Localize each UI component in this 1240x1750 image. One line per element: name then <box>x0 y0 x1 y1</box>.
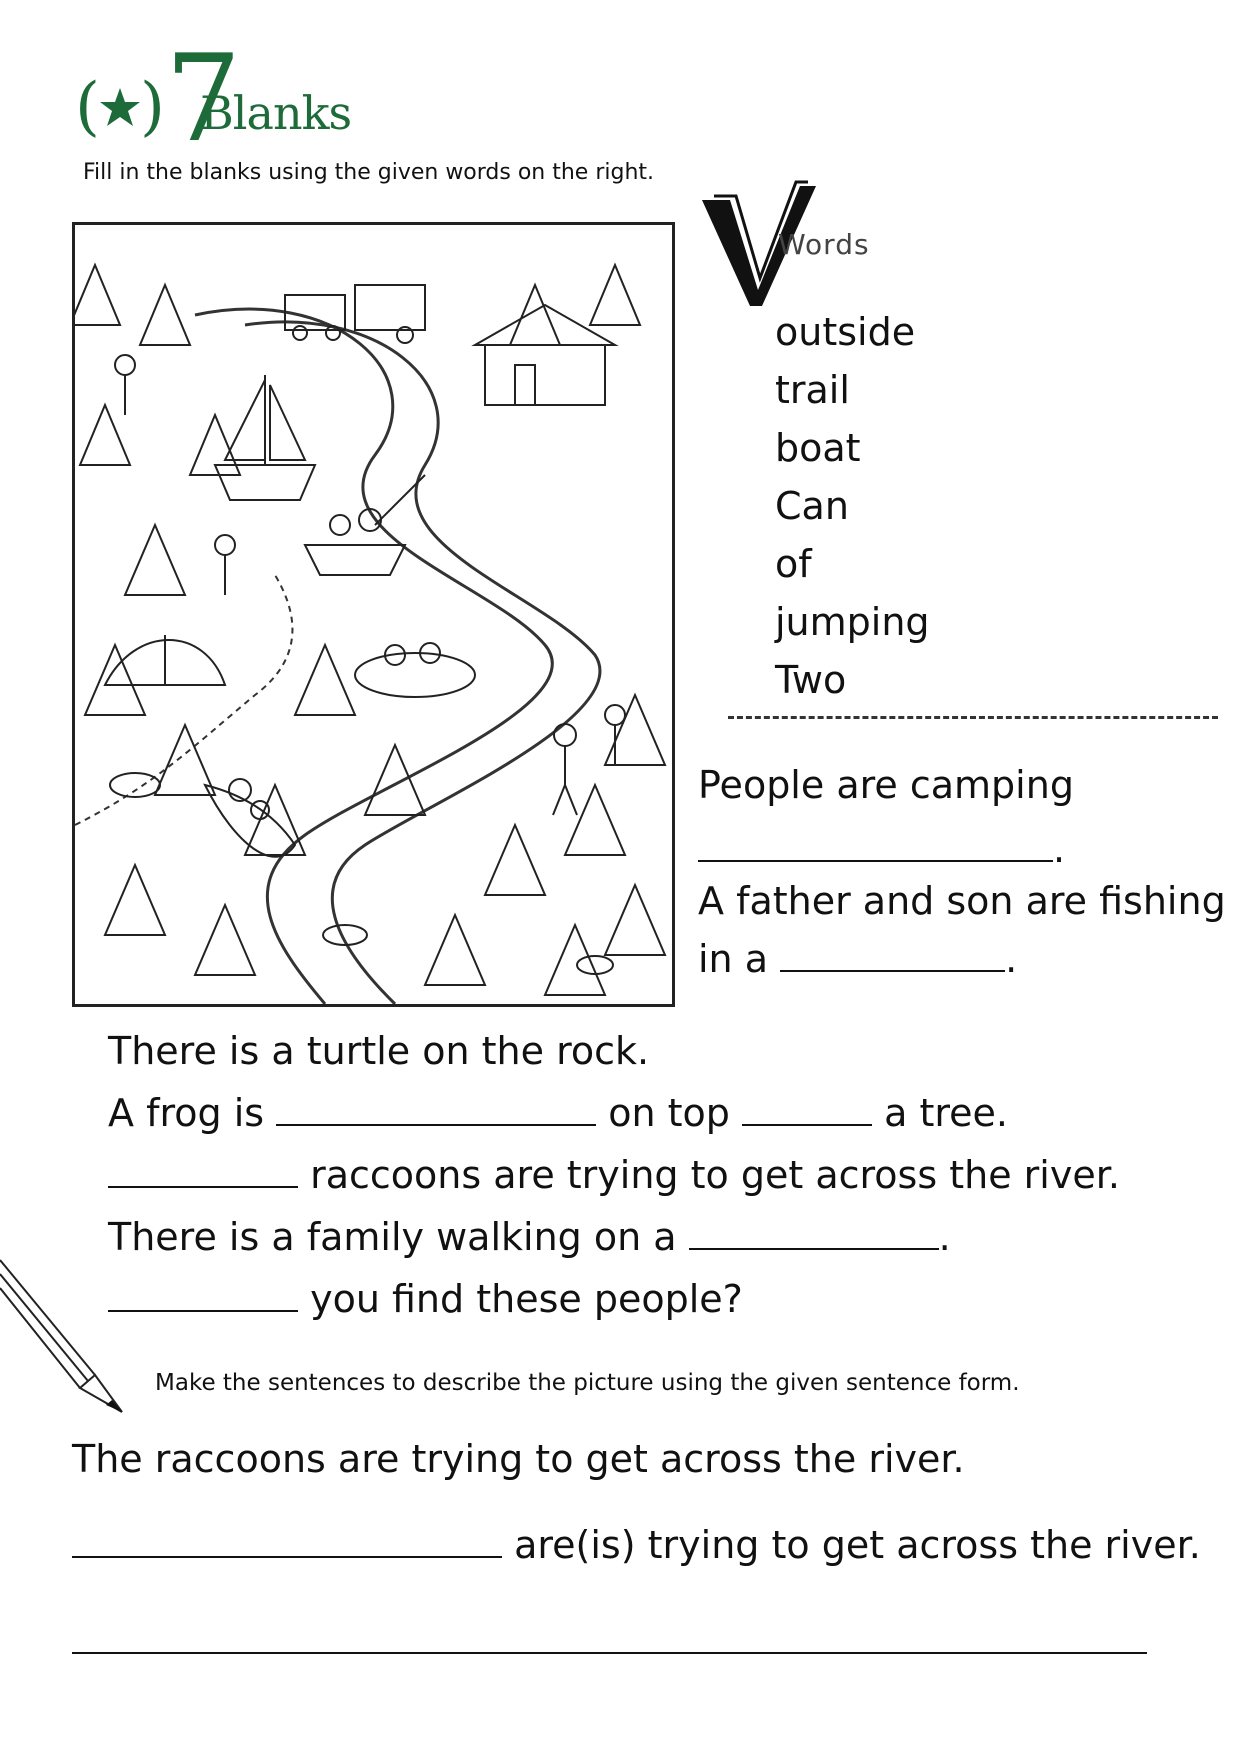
sentence-1-text: People are camping <box>698 763 1074 807</box>
blank-7[interactable] <box>108 1280 298 1312</box>
word-bank-item: trail <box>775 368 850 412</box>
word-bank-list <box>775 308 930 714</box>
example-sentence: The raccoons are trying to get across the river. <box>72 1437 965 1481</box>
sentence-2-text: A father and son are fishing <box>698 879 1226 923</box>
word-bank-item: Two <box>775 658 847 702</box>
sentence-3: There is a turtle on the rock. <box>108 1029 650 1073</box>
sentence-4-mid: on top <box>608 1091 730 1135</box>
subject-blank[interactable] <box>72 1526 502 1558</box>
blank-5[interactable] <box>108 1156 298 1188</box>
sentence-6-start: There is a family walking on a <box>108 1215 677 1259</box>
sentence-2-start: in a <box>698 937 769 981</box>
sentence-2-period: . <box>1005 937 1018 981</box>
blank-1[interactable] <box>698 830 1053 862</box>
answer-writing-line[interactable] <box>72 1652 1147 1654</box>
logo-word: Blanks <box>200 86 352 140</box>
word-bank-item: outside <box>775 310 916 354</box>
sentence-form-line <box>72 1523 1201 1567</box>
dashed-divider <box>728 716 1218 719</box>
camping-scene-picture <box>72 222 675 1007</box>
blank-3[interactable] <box>276 1094 596 1126</box>
sentence-4-start: A frog is <box>108 1091 265 1135</box>
sentence-1-answer-line <box>698 827 1066 871</box>
instruction-text: Fill in the blanks using the given words on the right. <box>83 160 655 185</box>
word-bank-title: Words <box>778 228 870 261</box>
sentence-2-answer-line <box>698 937 1018 981</box>
pencil-icon <box>0 1250 130 1420</box>
logo-paren-right: ) <box>140 70 165 144</box>
blank-4[interactable] <box>742 1094 872 1126</box>
sentence-7-end: you find these people? <box>310 1277 743 1321</box>
word-bank-item: boat <box>775 426 861 470</box>
sentence-6-period: . <box>938 1215 951 1259</box>
logo-paren-left: ( <box>75 70 100 144</box>
section-2-instruction: Make the sentences to describe the picture using the given sentence form. <box>155 1370 1020 1396</box>
sentence-6 <box>108 1215 951 1259</box>
word-bank-item: Can <box>775 484 849 528</box>
word-bank-item: of <box>775 542 812 586</box>
camping-scene-illustration <box>75 225 672 1004</box>
blank-6[interactable] <box>689 1218 939 1250</box>
sentence-7 <box>108 1277 743 1321</box>
sentence-5 <box>108 1153 1120 1197</box>
sentence-form-end: are(is) trying to get across the river. <box>514 1523 1201 1567</box>
logo-number: 7 <box>165 30 242 169</box>
star-icon <box>98 86 142 130</box>
sentence-1-period: . <box>1053 827 1066 871</box>
sentence-4 <box>108 1091 1008 1135</box>
word-bank-item: jumping <box>775 600 930 644</box>
sentence-5-end: raccoons are trying to get across the river. <box>310 1153 1120 1197</box>
blank-2[interactable] <box>780 940 1005 972</box>
sentence-4-end: a tree. <box>884 1091 1008 1135</box>
